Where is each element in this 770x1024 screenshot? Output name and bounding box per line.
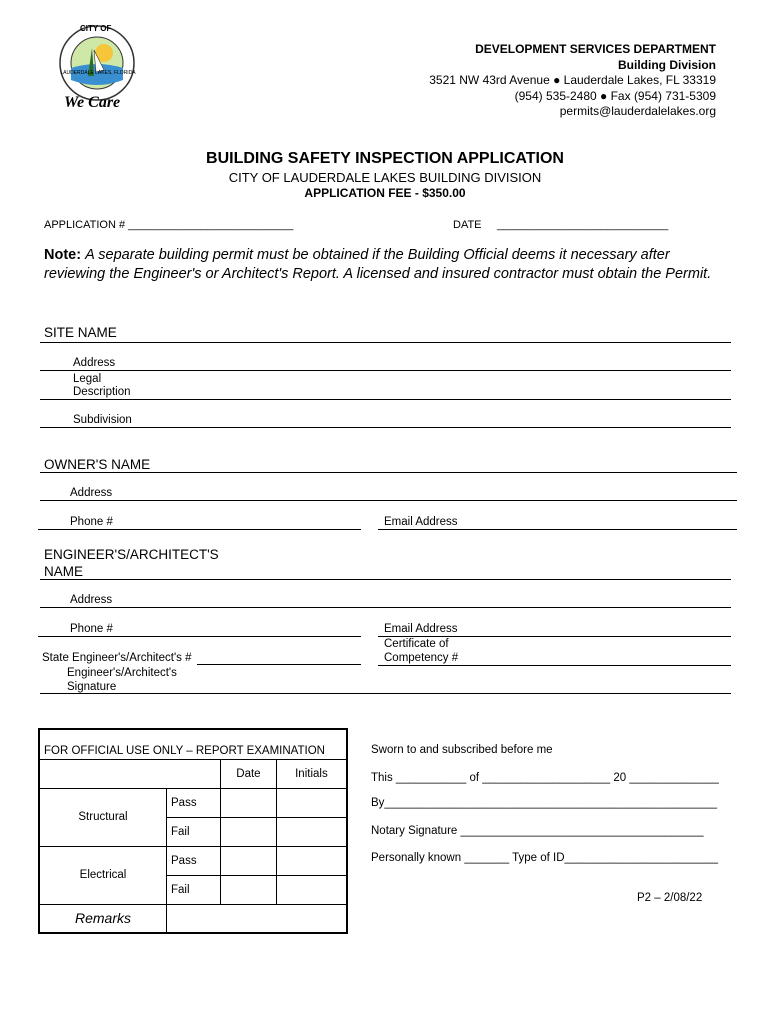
site-address-label: Address xyxy=(73,357,116,369)
electrical-fail-initials[interactable] xyxy=(276,875,347,904)
engineer-email-label: Email Address xyxy=(384,623,458,635)
division-name: Building Division xyxy=(618,57,716,72)
owner-phone-field[interactable] xyxy=(38,529,361,530)
engineer-signature-field[interactable] xyxy=(40,693,731,694)
electrical-label: Electrical xyxy=(39,846,167,904)
notary-signature-line[interactable]: Notary Signature ______________________________________ xyxy=(371,825,704,837)
official-use-heading: FOR OFFICIAL USE ONLY – REPORT EXAMINATION xyxy=(44,744,325,757)
office-address: 3521 NW 43rd Avenue ● Lauderdale Lakes, FL 33319 xyxy=(429,73,716,87)
legal-label-1: Legal xyxy=(73,373,102,385)
owner-name-heading: OWNER'S NAME xyxy=(44,457,151,472)
remarks-field[interactable] xyxy=(167,904,348,933)
application-fee: APPLICATION FEE - $350.00 xyxy=(304,186,466,200)
note-text: A separate building permit must be obtained if the Building Official deems it necessary after reviewing the Engineer's or Architect's Report. A licensed and insured contractor must obtain the Permit. xyxy=(44,247,712,282)
notary-by-line[interactable]: By____________________________________________________ xyxy=(371,797,717,809)
electrical-pass-date[interactable] xyxy=(221,846,277,875)
state-number-field[interactable] xyxy=(197,664,361,665)
signature-label-1: Engineer's/Architect's xyxy=(67,667,177,679)
office-phone-fax: (954) 535-2480 ● Fax (954) 731-5309 xyxy=(514,88,716,103)
structural-pass-date[interactable] xyxy=(221,788,277,817)
subdivision-label: Subdivision xyxy=(73,414,132,426)
certificate-field[interactable] xyxy=(378,665,731,666)
owner-email-label: Email Address xyxy=(384,516,458,528)
logo-ring-text: LAUDERDALE LAKES, FLORIDA xyxy=(60,70,136,76)
revision-code: P2 – 2/08/22 xyxy=(637,892,703,904)
engineer-heading-1: ENGINEER'S/ARCHITECT'S xyxy=(44,547,219,562)
official-use-table xyxy=(38,728,348,934)
office-email: permits@lauderdalelakes.org xyxy=(559,104,716,118)
logo-city-of: CITY OF xyxy=(80,24,112,33)
engineer-heading-2: NAME xyxy=(44,564,84,579)
electrical-fail-date[interactable] xyxy=(221,875,277,904)
date-column-header: Date xyxy=(221,759,277,788)
electrical-pass-initials[interactable] xyxy=(276,846,347,875)
form-subtitle: CITY OF LAUDERDALE LAKES BUILDING DIVISION xyxy=(228,170,542,185)
date-field[interactable]: ____________________________ xyxy=(497,219,669,231)
initials-column-header: Initials xyxy=(276,759,347,788)
department-name: DEVELOPMENT SERVICES DEPARTMENT xyxy=(475,42,716,56)
owner-email-field[interactable] xyxy=(378,529,737,530)
legal-label-2: Description xyxy=(73,386,131,398)
notary-date-line[interactable]: This ___________ of ____________________ 20 ______________ xyxy=(371,772,719,784)
note-label: Note: xyxy=(44,247,82,263)
owner-address-field[interactable] xyxy=(40,500,737,501)
engineer-name-field[interactable] xyxy=(40,579,731,580)
header-block xyxy=(356,42,716,120)
structural-label: Structural xyxy=(39,788,167,846)
site-name-field[interactable] xyxy=(40,342,731,343)
certificate-label-2: Competency # xyxy=(384,652,459,664)
note-paragraph xyxy=(44,246,724,283)
site-name-heading: SITE NAME xyxy=(44,325,117,340)
engineer-address-field[interactable] xyxy=(40,607,731,608)
electrical-pass-label: Pass xyxy=(167,846,221,875)
engineer-address-label: Address xyxy=(70,594,113,606)
engineer-phone-field[interactable] xyxy=(38,636,361,637)
state-number-label: State Engineer's/Architect's # xyxy=(42,652,192,664)
owner-name-field[interactable] xyxy=(40,472,737,473)
site-address-field[interactable] xyxy=(40,370,731,371)
form-title: BUILDING SAFETY INSPECTION APPLICATION xyxy=(206,150,564,167)
structural-fail-label: Fail xyxy=(167,817,221,846)
structural-fail-date[interactable] xyxy=(221,817,277,846)
electrical-fail-label: Fail xyxy=(167,875,221,904)
engineer-phone-label: Phone # xyxy=(70,623,113,635)
owner-address-label: Address xyxy=(70,487,113,499)
official-blank-header xyxy=(39,759,221,788)
structural-pass-label: Pass xyxy=(167,788,221,817)
signature-label-2: Signature xyxy=(67,681,117,693)
legal-description-field[interactable] xyxy=(40,399,731,400)
notary-sworn-text: Sworn to and subscribed before me xyxy=(371,744,553,756)
notary-id-line[interactable]: Personally known _______ Type of ID________________________ xyxy=(371,852,718,864)
engineer-email-field[interactable] xyxy=(378,636,731,637)
remarks-label: Remarks xyxy=(39,904,167,933)
application-number-field[interactable]: APPLICATION # ___________________________ xyxy=(44,219,294,231)
structural-pass-initials[interactable] xyxy=(276,788,347,817)
date-label: DATE xyxy=(453,219,482,231)
subdivision-field[interactable] xyxy=(40,427,731,428)
certificate-label-1: Certificate of xyxy=(384,638,449,650)
logo-tagline: We Care xyxy=(64,94,121,111)
structural-fail-initials[interactable] xyxy=(276,817,347,846)
owner-phone-label: Phone # xyxy=(70,516,113,528)
